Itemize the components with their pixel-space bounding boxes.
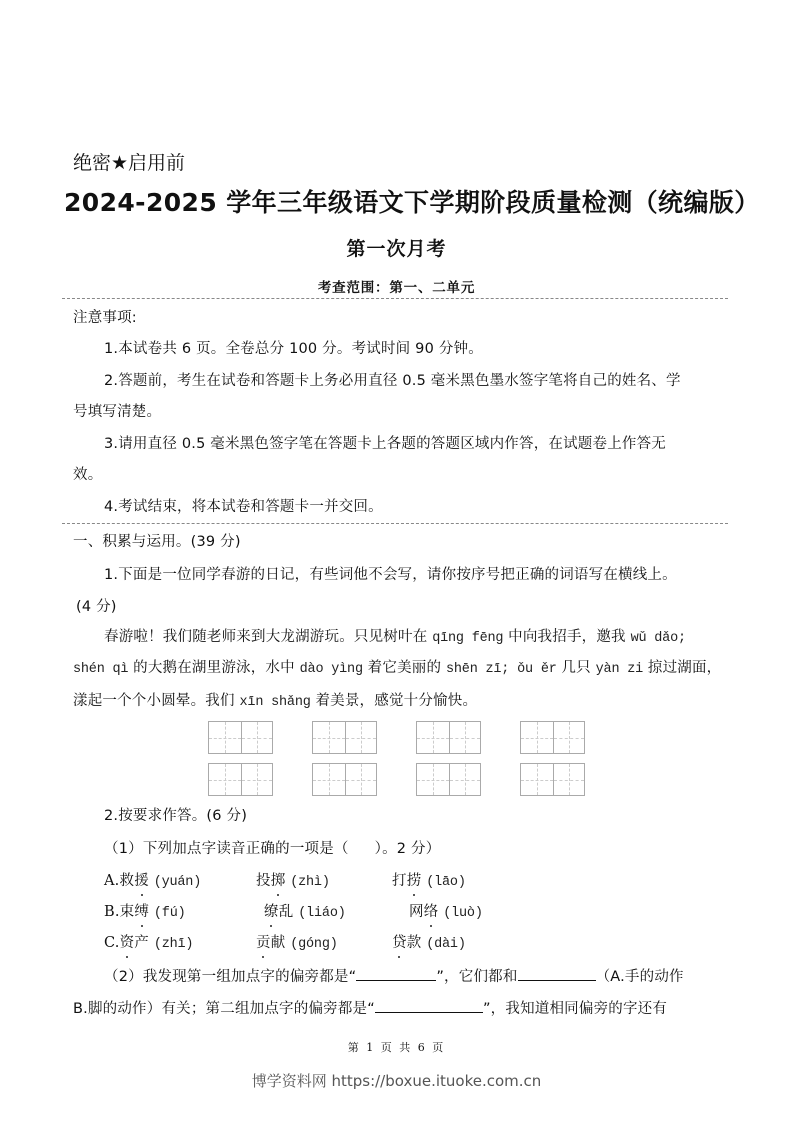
answer-box-8[interactable] — [520, 763, 585, 796]
passage-line-3 — [73, 691, 477, 713]
pinyin-blank: wǔ dǎo — [630, 631, 678, 646]
notice-item-4: 4.考试结束，将本试卷和答题卡一并交回。 — [104, 499, 383, 515]
pinyin-blank: xīn shǎng — [239, 695, 311, 710]
radical-blank-1[interactable] — [356, 966, 436, 981]
option-c[interactable] — [104, 933, 193, 955]
divider-top — [62, 298, 728, 299]
option-a[interactable] — [104, 871, 201, 893]
answer-box-3[interactable] — [416, 721, 481, 754]
option-c-word-2: 贡献 (góng) — [256, 935, 338, 952]
divider-bottom — [62, 523, 728, 524]
option-label: B. — [104, 904, 120, 920]
option-b-word-3: 网络 (luò) — [409, 904, 483, 921]
option-a-word-3: 打捞 (lāo) — [392, 873, 466, 890]
notice-item-1: 1.本试卷共 6 页。全卷总分 100 分。考试时间 90 分钟。 — [104, 341, 483, 357]
pinyin: (góng) — [290, 937, 338, 952]
q1-prompt: 1.下面是一位同学春游的日记，有些词他不会写，请你按序号把正确的词语写在横线上。 — [104, 567, 677, 583]
passage-text: 的大鹅在湖里游泳，水中 — [128, 660, 300, 676]
pinyin-blank: yàn zi — [595, 662, 644, 677]
option-label: A. — [104, 873, 120, 889]
passage-text: 中向我招手，邀我 — [503, 629, 631, 645]
q2-sub1-prompt — [104, 839, 440, 859]
passage-text: ; — [501, 662, 518, 677]
word: 资产 — [119, 935, 149, 951]
action-blank[interactable] — [518, 966, 596, 981]
pinyin-blank: qīng fēng — [432, 631, 504, 646]
option-c-word-3: 贷款 (dài) — [392, 935, 466, 952]
pinyin: (yuán) — [153, 875, 202, 890]
passage-text: 着它美丽的 — [362, 660, 446, 676]
option-b-word-2: 缭乱 (liáo) — [264, 904, 346, 921]
passage-line-1 — [104, 627, 686, 649]
pinyin-blank: dào yìng — [299, 662, 363, 677]
option-b[interactable] — [104, 902, 186, 924]
pinyin: (zhì) — [290, 875, 330, 890]
prompt-text: （1）下列加点字读音正确的一项是（ — [104, 841, 349, 857]
answer-box-2[interactable] — [312, 721, 377, 754]
exam-subtitle: 第一次月考 — [346, 238, 447, 260]
pinyin-blank: shēn zī — [445, 662, 502, 677]
q2-heading: 2.按要求作答。(6 分) — [104, 808, 248, 824]
pinyin: (zhī) — [153, 937, 194, 952]
answer-box-5[interactable] — [208, 763, 273, 796]
radical-blank-2[interactable] — [375, 998, 483, 1013]
pinyin: (lāo) — [426, 875, 466, 890]
q2-sub2-line2: B.脚的动作）有关；第二组加点字的偏旁都是“ ”，我知道相同偏旁的字还有 — [73, 998, 667, 1019]
passage-line-2 — [73, 658, 721, 680]
notice-item-3-cont: 效。 — [73, 467, 103, 483]
answer-box-1[interactable] — [208, 721, 273, 754]
q1-points: (4 分) — [76, 599, 117, 615]
word: 束缚 — [119, 904, 150, 920]
exam-title: 2024-2025 学年三年级语文下学期阶段质量检测（统编版） — [64, 188, 760, 217]
prompt-text: ）。2 分） — [374, 841, 441, 857]
passage-text: 着美景，感觉十分愉快。 — [310, 693, 478, 709]
passage-text: 漾起一个个小圆晕。我们 — [73, 693, 240, 709]
passage-text: ; — [677, 631, 686, 646]
notice-item-2: 2.答题前，考生在试卷和答题卡上务必用直径 0.5 毫米黑色墨水签字笔将自己的姓名、学 — [104, 373, 681, 389]
pinyin-blank: shén qì — [73, 662, 129, 677]
notice-item-3: 3.请用直径 0.5 毫米黑色签字笔在答题卡上各题的答题区域内作答，在试题卷上作答无 — [104, 436, 667, 452]
answer-box-6[interactable] — [312, 763, 377, 796]
pinyin: (fú) — [153, 906, 186, 921]
passage-text: 几只 — [556, 660, 596, 676]
notices-heading: 注意事项: — [73, 310, 137, 326]
notice-item-2-cont: 号填写清楚。 — [73, 404, 162, 420]
answer-box-4[interactable] — [520, 721, 585, 754]
q2-sub2-line1: （2）我发现第一组加点字的偏旁都是“ ”，它们都和 （A.手的动作 — [104, 966, 684, 987]
page-number: 第 1 页 共 6 页 — [347, 1041, 446, 1054]
word: 救援 — [119, 873, 149, 889]
watermark: 博学资料网 https://boxue.ituoke.com.cn — [251, 1072, 542, 1090]
option-label: C. — [104, 935, 120, 951]
answer-box-7[interactable] — [416, 763, 481, 796]
pinyin: (liáo) — [298, 906, 346, 921]
section-heading: 一、积累与运用。(39 分) — [73, 534, 241, 550]
confidential-label: 绝密★启用前 — [73, 152, 186, 174]
option-a-word-2: 投掷 (zhì) — [256, 873, 330, 890]
pinyin: (dài) — [426, 937, 466, 952]
pinyin: (luò) — [443, 906, 483, 921]
exam-scope: 考查范围：第一、二单元 — [317, 280, 476, 296]
passage-text: 春游啦！我们随老师来到大龙湖游玩。只见树叶在 — [104, 629, 433, 645]
pinyin-blank: ǒu ěr — [517, 662, 557, 677]
passage-text: 掠过湖面， — [643, 660, 722, 676]
